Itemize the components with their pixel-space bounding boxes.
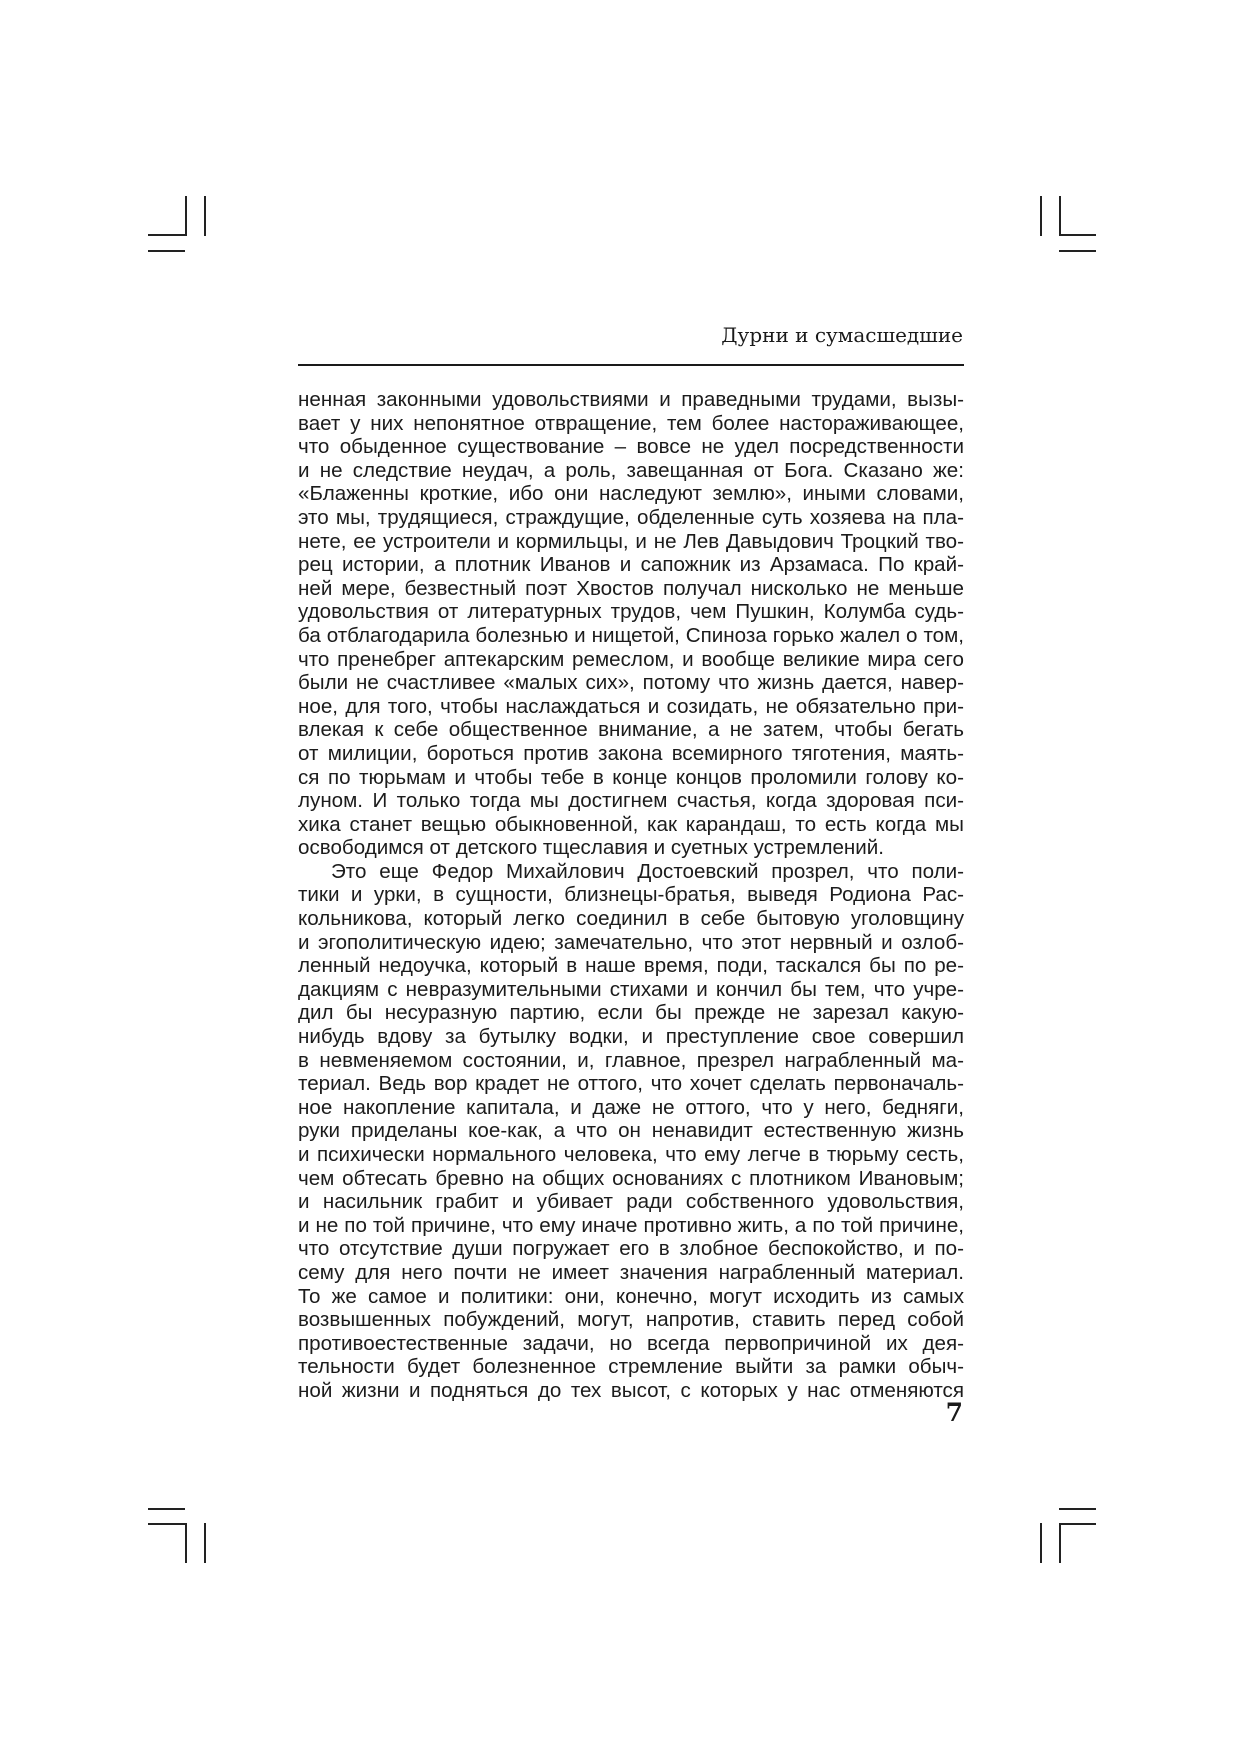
text-line: нибудь вдову за бутылку водки, и преступление свое совершил xyxy=(298,1025,964,1049)
text-line: хика станет вещью обыкновенной, как карандаш, то есть когда мы xyxy=(298,812,964,836)
text-line: что пренебрег аптекарским ремеслом, и вообще великие мира сего xyxy=(298,647,964,671)
crop-mark xyxy=(1040,196,1042,236)
text-line: ное, для того, чтобы наслаждаться и созидать, не обязательно при- xyxy=(298,694,964,718)
text-line: ненная законными удовольствиями и праведными трудами, вызы- xyxy=(298,388,964,411)
crop-mark xyxy=(204,196,206,236)
text-line: То же самое и политики: они, конечно, могут исходить из самых xyxy=(298,1284,964,1308)
text-line: и не по той причине, что ему иначе противно жить, а по той причине, xyxy=(298,1213,964,1237)
text-line: и насильник грабит и убивает ради собственного удовольствия, xyxy=(298,1190,964,1214)
text-line: были не счастливее «малых сих», потому что жизнь дается, навер- xyxy=(298,671,964,695)
text-line: что обыденное существование – вовсе не удел посредственности xyxy=(298,435,964,459)
text-line: дил бы несуразную партию, если бы прежде не зарезал какую- xyxy=(298,1001,964,1025)
crop-mark xyxy=(148,1508,185,1510)
text-line: от милиции, бороться против закона всемирного тяготения, маять- xyxy=(298,741,964,765)
text-line: тики и урки, в сущности, близнецы-братья, выведя Родиона Рас- xyxy=(298,883,964,907)
text-line: кольникова, который легко соединил в себе бытовую уголовщину xyxy=(298,907,964,931)
text-line: «Блаженны кроткие, ибо они наследуют землю», иными словами, xyxy=(298,482,964,506)
text-line: рец истории, а плотник Иванов и сапожник из Арзамаса. По край- xyxy=(298,553,964,577)
text-line: ба отблагодарила болезнью и нищетой, Спиноза горько жалел о том, xyxy=(298,623,964,647)
text-line: ленный недоучка, который в наше время, поди, таскался бы по ре- xyxy=(298,954,964,978)
crop-mark xyxy=(1059,1523,1061,1563)
crop-mark xyxy=(1059,196,1061,236)
text-line: чем обтесать бревно на общих основаниях с плотником Ивановым; xyxy=(298,1166,964,1190)
text-line: удовольствия от литературных трудов, чем Пушкин, Колумба судь- xyxy=(298,600,964,624)
crop-mark xyxy=(148,250,185,252)
text-line: и эгополитическую идею; замечательно, что этот нервный и озлоб- xyxy=(298,930,964,954)
crop-mark xyxy=(204,1523,206,1563)
crop-mark xyxy=(185,196,187,236)
text-line: руки приделаны кое-как, а что он ненавидит естественную жизнь xyxy=(298,1119,964,1143)
text-line: в невменяемом состоянии, и, главное, презрел награбленный ма- xyxy=(298,1048,964,1072)
crop-mark xyxy=(148,234,185,236)
text-line: нете, ее устроители и кормильцы, и не Лев Давыдович Троцкий тво- xyxy=(298,529,964,553)
crop-mark xyxy=(1040,1523,1042,1563)
text-line: что отсутствие души погружает его в злобное беспокойство, и по- xyxy=(298,1237,964,1261)
text-line: влекая к себе общественное внимание, а не затем, чтобы бегать xyxy=(298,718,964,742)
text-line: Это еще Федор Михайлович Достоевский прозрел, что поли- xyxy=(331,859,964,883)
crop-mark xyxy=(1059,1523,1096,1525)
text-line: териал. Ведь вор крадет не оттого, что хочет сделать первоначаль- xyxy=(298,1072,964,1096)
crop-mark xyxy=(1059,234,1096,236)
text-line: луном. И только тогда мы достигнем счастья, когда здоровая пси- xyxy=(298,789,964,813)
text-line: тельности будет болезненное стремление выйти за рамки обыч- xyxy=(298,1355,964,1379)
text-line: и не следствие неудач, а роль, завещанная от Бога. Сказано же: xyxy=(298,458,964,482)
text-line: ся по тюрьмам и чтобы тебе в конце концов проломили голову ко- xyxy=(298,765,964,789)
text-line: возвышенных побуждений, могут, напротив, ставить перед собой xyxy=(298,1308,964,1332)
text-line: и психически нормального человека, что ему легче в тюрьму сесть, xyxy=(298,1143,964,1166)
paragraph xyxy=(298,388,964,860)
text-line: вает у них непонятное отвращение, тем более настораживающее, xyxy=(298,411,964,435)
crop-mark xyxy=(185,1523,187,1563)
page-number: 7 xyxy=(945,1398,963,1427)
crop-mark xyxy=(148,1523,185,1525)
paragraph xyxy=(298,860,964,1403)
crop-mark xyxy=(1059,1508,1096,1510)
text-line: освободимся от детского тщеславия и суетных устремлений. xyxy=(298,836,885,860)
text-line: это мы, трудящиеся, страждущие, обделенные суть хозяева на пла- xyxy=(298,505,964,529)
crop-mark xyxy=(1059,250,1096,252)
text-line: противоестественные задачи, но всегда первопричиной их дея- xyxy=(298,1331,964,1355)
text-line: ной жизни и подняться до тех высот, с которых у нас отменяются xyxy=(298,1378,964,1402)
text-line: дакциям с невразумительными стихами и кончил бы тем, что учре- xyxy=(298,977,964,1001)
running-head: Дурни и сумасшедшие xyxy=(721,323,963,347)
text-line: ней мере, безвестный поэт Хвостов получал нисколько не меньше xyxy=(298,576,964,600)
body-text xyxy=(298,388,964,1403)
text-line: ное накопление капитала, и даже не оттого, что у него, бедняги, xyxy=(298,1095,964,1119)
text-line: сему для него почти не имеет значения награбленный материал. xyxy=(298,1260,964,1284)
header-rule xyxy=(298,364,964,366)
